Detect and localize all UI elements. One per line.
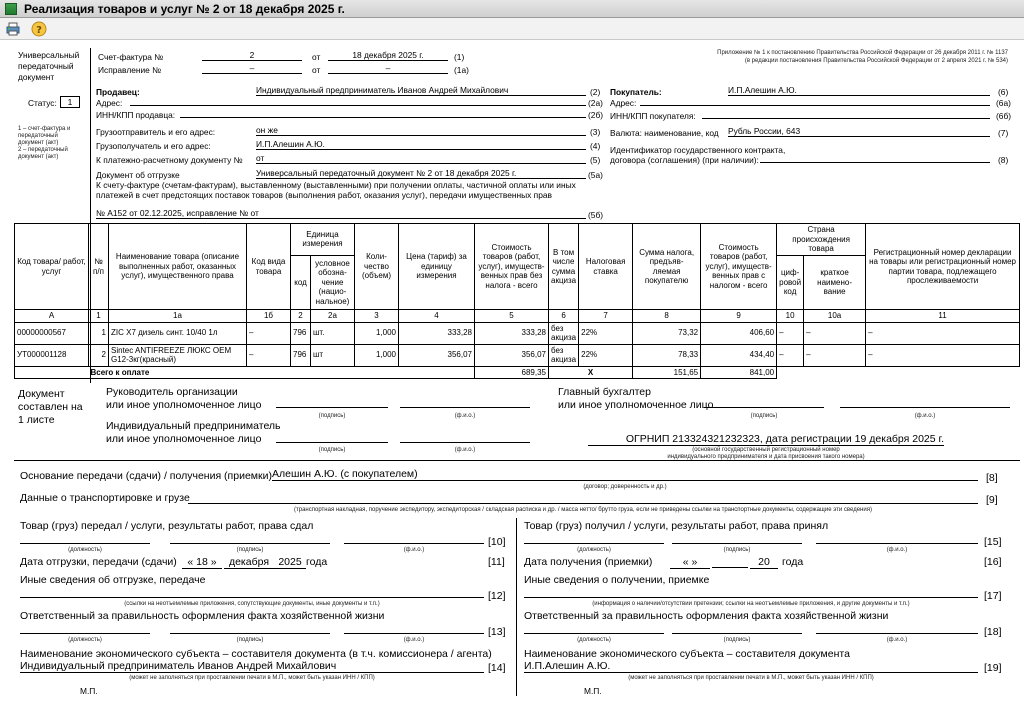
th-qty: Коли- чество (объем) — [355, 224, 399, 310]
resp-fio: (ф.и.о.) — [403, 637, 425, 643]
idx-cell: 4 — [399, 310, 475, 323]
th-name: Наименование товара (описание выполненных работ, оказанных услуг), имущественного права — [109, 224, 247, 310]
th-unit: Единица измерения — [291, 224, 355, 256]
cell-name: Sintec ANTIFREEZE ЛЮКС OEM G12-3кг(красный) — [109, 344, 247, 366]
ip-podpis: (подпись) — [318, 447, 346, 453]
sf-date: 18 декабря 2025 г. — [328, 50, 448, 61]
doc-composed-2: составлен на — [18, 401, 83, 413]
status-note-3: документ (акт) — [18, 140, 59, 146]
idx-cell: 1 — [89, 310, 109, 323]
shipper-label: Грузоотправитель и его адрес: — [96, 127, 216, 137]
cell-num: 2 — [89, 344, 109, 366]
left-sign-line — [170, 532, 330, 544]
ip-sign-line — [276, 431, 388, 443]
consignee-code: (4) — [590, 141, 601, 151]
head-podpis: (подпись) — [318, 413, 346, 419]
cell-qty: 1,000 — [355, 322, 399, 344]
code-13: [13] — [488, 626, 506, 638]
acc-sign-line — [704, 396, 824, 408]
payment-code: (5) — [590, 155, 601, 165]
resp2-dolzh-line — [524, 622, 664, 634]
acc-podpis: (подпись) — [750, 413, 778, 419]
ogrnip: ОГРНИП 213324321232323, дата регистрации 19 декабря 2025 г. — [588, 433, 944, 446]
resp-dolzh-line — [20, 622, 150, 634]
recv-date-label: Дата получения (приемки) — [524, 556, 653, 568]
right-podpis: (подпись) — [723, 547, 751, 553]
code-12: [12] — [488, 590, 506, 602]
currency-code: (7) — [998, 128, 1009, 138]
status-label: Статус: — [28, 98, 57, 108]
code-18: [18] — [984, 626, 1002, 638]
ispr-from: от — [312, 65, 321, 75]
th-country: Страна происхождения товара — [777, 224, 866, 256]
ispr-label: Исправление № — [98, 65, 162, 75]
seller-code: (2) — [590, 87, 601, 97]
document-icon — [5, 3, 17, 15]
buyer-addr-line — [640, 96, 990, 106]
consignee-label: Грузополучатель и его адрес: — [96, 141, 211, 151]
help-button[interactable] — [30, 20, 48, 38]
window-title: Реализация товаров и услуг № 2 от 18 декабря 2025 г. — [24, 2, 345, 16]
right-fio: (ф.и.о.) — [886, 547, 908, 553]
resp-sign-line — [170, 622, 330, 634]
doc-type-3: документ — [18, 72, 55, 82]
cell-num: 1 — [89, 322, 109, 344]
head-fio: (ф.и.о.) — [454, 413, 476, 419]
th-kind: Код вида товара — [247, 224, 291, 310]
resp2-dolzh: (должность) — [577, 637, 611, 643]
th-price: Цена (тариф) за единицу измерения — [399, 224, 475, 310]
appendix: Приложение № 1 к постановлению Правительства Российской Федерации от 26 декабря 2011 г. № 1137 — [717, 50, 1008, 56]
table-row — [15, 344, 1020, 366]
head-sign-line — [276, 396, 388, 408]
seller-inn-label: ИНН/КПП продавца: — [96, 110, 176, 120]
cell-price: 333,28 — [399, 322, 475, 344]
entity2-note: (может не заполняться при проставлении печати в М.П., может быть указан ИНН / КПП) — [628, 675, 874, 681]
idx-cell: 2 — [291, 310, 311, 323]
contract-line — [760, 153, 990, 163]
ispr-code: (1а) — [454, 65, 469, 75]
cell-country-code: – — [777, 344, 804, 366]
cell-unit-code: 796 — [291, 344, 311, 366]
ship-date-label: Дата отгрузки, передачи (сдачи) — [20, 556, 177, 568]
idx-cell: 1б — [247, 310, 291, 323]
th-unit-code: код — [291, 255, 311, 310]
th-total: Стоимость товаров (работ, услуг), имуществ- венных прав с налогом - всего — [701, 224, 777, 310]
status-value: 1 — [60, 96, 80, 108]
total-x: Х — [549, 366, 633, 379]
left-podpis: (подпись) — [236, 547, 264, 553]
resp-dolzh: (должность) — [68, 637, 102, 643]
seller-addr-line — [130, 96, 586, 106]
goods-table — [14, 223, 1020, 379]
recv-year-suffix: года — [782, 556, 804, 568]
ip-fio-line — [400, 431, 530, 443]
cell-sum: 356,07 — [475, 344, 549, 366]
seller-inn-line — [180, 108, 586, 118]
sf-code: (1) — [454, 52, 465, 62]
seller-inn-code: (2б) — [588, 110, 604, 120]
cell-excise: без акциза — [549, 344, 579, 366]
code-14: [14] — [488, 662, 506, 674]
idx-cell: А — [15, 310, 89, 323]
ship-year: 2025 — [274, 556, 306, 569]
cell-total: 406,60 — [701, 322, 777, 344]
seller-addr-code: (2а) — [588, 98, 603, 108]
recv-day: « » — [670, 556, 710, 569]
consignee-value: И.П.Алешин А.Ю. — [256, 139, 586, 150]
buyer-inn-code: (6б) — [996, 111, 1012, 121]
ip-label-2: или иное уполномоченное лицо — [106, 433, 262, 445]
svg-text:?: ? — [36, 25, 42, 36]
invoice-text-1: К счету-фактуре (счетам-фактурам), выставленному (выставленными) при получении оплаты, частичной оплаты или иных — [96, 180, 576, 190]
other-recv-label: Иные сведения о получении, приемке — [524, 574, 710, 586]
basis-value: Алешин А.Ю. (с покупателем) — [272, 468, 978, 481]
recv-year: 20 — [750, 556, 778, 569]
resp-label: Ответственный за правильность оформления факта хозяйственной жизни — [20, 610, 385, 622]
cell-qty: 1,000 — [355, 344, 399, 366]
appendix-2: (в редакции постановления Правительства Российской Федерации от 2 апреля 2021 г. № 534) — [744, 58, 1008, 64]
doc-type-1: Универсальный — [18, 50, 80, 60]
th-unit-name: условное обозна- чение (нацио- нальное) — [311, 255, 355, 310]
other-ship-label: Иные сведения об отгрузке, передаче — [20, 574, 206, 586]
cell-country-code: – — [777, 322, 804, 344]
th-country-code: циф- ровой код — [777, 255, 804, 310]
ispr-num: – — [202, 63, 302, 74]
left-fio: (ф.и.о.) — [403, 547, 425, 553]
ogrnip-note-2: индивидуального предпринимателя и дата присвоения такого номера) — [667, 454, 865, 460]
ogrnip-note-1: (основной государственный регистрационный номер — [692, 447, 840, 453]
acc-fio-line — [840, 396, 1010, 408]
contract-label-1: Идентификатор государственного контракта, — [610, 145, 786, 155]
seller-label: Продавец: — [96, 87, 140, 97]
section-divider — [14, 460, 1020, 461]
mp-left: М.П. — [80, 686, 98, 696]
currency-value: Рубль России, 643 — [728, 126, 990, 137]
left-dolzh-line — [20, 532, 150, 544]
cell-rate: 22% — [579, 322, 633, 344]
cell-excise: без акциза — [549, 322, 579, 344]
th-num: № п/п — [89, 224, 109, 310]
ship-day: « 18 » — [182, 556, 222, 569]
recv-month-line — [712, 556, 748, 568]
code-19: [19] — [984, 662, 1002, 674]
cell-country-name: – — [804, 344, 866, 366]
resp2-fio: (ф.и.о.) — [886, 637, 908, 643]
idx-cell: 11 — [866, 310, 1020, 323]
idx-cell: 7 — [579, 310, 633, 323]
other-ship-note: (ссылки на неотъемлемые приложения, сопутствующие документы, иные документы и т.п.) — [124, 601, 380, 607]
printer-icon — [5, 21, 21, 37]
ispr-date: – — [328, 63, 448, 74]
resp2-fio-line — [816, 622, 978, 634]
idx-cell: 10 — [777, 310, 804, 323]
idx-cell: 8 — [633, 310, 701, 323]
basis-note: (договор; доверенность и др.) — [583, 484, 667, 490]
status-note-4: 2 – передаточный — [18, 147, 68, 153]
cell-total: 434,40 — [701, 344, 777, 366]
invoice-code: (5б) — [588, 210, 604, 220]
total-sum: 689,35 — [475, 366, 549, 379]
cell-unit-name: шт — [311, 344, 355, 366]
cell-tax: 73,32 — [633, 322, 701, 344]
acc-fio: (ф.и.о.) — [914, 413, 936, 419]
cell-kind: – — [247, 344, 291, 366]
th-tax: Сумма налога, предъяв- ляемая покупателю — [633, 224, 701, 310]
cell-code: 00000000567 — [15, 322, 89, 344]
cell-rate: 22% — [579, 344, 633, 366]
contract-label-2: договора (соглашения) (при наличии): — [610, 155, 759, 165]
total-tax: 151,65 — [633, 366, 701, 379]
cell-decl: – — [866, 322, 1020, 344]
basis-label: Основание передачи (сдачи) / получения (приемки) — [20, 470, 272, 482]
shipdoc-value: Универсальный передаточный документ № 2 от 18 декабря 2025 г. — [256, 168, 586, 179]
code-15: [15] — [984, 536, 1002, 548]
doc-type-2: передаточный — [18, 61, 74, 71]
shipdoc-code: (5а) — [588, 170, 603, 180]
cell-kind: – — [247, 322, 291, 344]
payment-label: К платежно-расчетному документу № — [96, 155, 243, 165]
idx-cell: 3 — [355, 310, 399, 323]
right-sign-line — [672, 532, 802, 544]
th-excise: В том числе сумма акциза — [549, 224, 579, 310]
entity-label: Наименование экономического субъекта – составителя документа (в т.ч. комиссионера / агента) — [20, 648, 492, 660]
seller-value: Индивидуальный предприниматель Иванов Андрей Михайлович — [256, 85, 586, 96]
right-dolzh-line — [524, 532, 664, 544]
currency-label: Валюта: наименование, код — [610, 128, 719, 138]
upd-document — [10, 44, 1022, 704]
head-label-2: или иное уполномоченное лицо — [106, 399, 262, 411]
buyer-label: Покупатель: — [610, 87, 662, 97]
cell-code: УТ000001128 — [15, 344, 89, 366]
resp-fio-line — [344, 622, 484, 634]
buyer-code: (6) — [998, 87, 1009, 97]
resp2-podpis: (подпись) — [723, 637, 751, 643]
acc-label-2: или иное уполномоченное лицо — [558, 399, 714, 411]
mp-right: М.П. — [584, 686, 602, 696]
right-title: Товар (груз) получил / услуги, результаты работ, права принял — [524, 520, 829, 532]
ip-label-1: Индивидуальный предприниматель — [106, 420, 281, 432]
toolbar — [0, 18, 1024, 40]
other-recv-line — [524, 586, 978, 598]
cell-name: ZIC X7 дизель синт. 10/40 1л — [109, 322, 247, 344]
cell-unit-code: 796 — [291, 322, 311, 344]
idx-cell: 6 — [549, 310, 579, 323]
other-recv-note: (информация о наличии/отсутствии претензии; ссылки на неотъемлемые приложения, и другие документы и т.п.) — [592, 601, 910, 607]
head-label-1: Руководитель организации — [106, 386, 238, 398]
entity2-value: И.П.Алешин А.Ю. — [524, 660, 978, 673]
resp2-sign-line — [672, 622, 802, 634]
transport-label: Данные о транспортировке и грузе — [20, 492, 190, 504]
cell-decl: – — [866, 344, 1020, 366]
left-dolzh: (должность) — [68, 547, 102, 553]
status-note-2: передаточный — [18, 133, 58, 139]
th-code: Код товара/ работ, услуг — [15, 224, 89, 310]
cell-sum: 333,28 — [475, 322, 549, 344]
left-fio-line — [344, 532, 484, 544]
transport-code: [9] — [986, 494, 998, 506]
resp2-label: Ответственный за правильность оформления факта хозяйственной жизни — [524, 610, 889, 622]
idx-cell: 2а — [311, 310, 355, 323]
doc-composed-1: Документ — [18, 388, 65, 400]
cell-price: 356,07 — [399, 344, 475, 366]
buyer-inn-label: ИНН/КПП покупателя: — [610, 111, 696, 121]
bottom-divider — [516, 518, 517, 696]
idx-cell: 10а — [804, 310, 866, 323]
other-ship-line — [20, 586, 484, 598]
th-country-name: краткое наимено- вание — [804, 255, 866, 310]
ship-year-suffix: года — [306, 556, 328, 568]
code-11: [11] — [488, 556, 505, 568]
invoice-value: № А152 от 02.12.2025, исправление № от — [96, 208, 586, 219]
code-17: [17] — [984, 590, 1002, 602]
cell-tax: 78,33 — [633, 344, 701, 366]
total-row — [15, 366, 1020, 379]
th-sum: Стоимость товаров (работ, услуг), имуществ- венных прав без налога - всего — [475, 224, 549, 310]
status-note-5: документ (акт) — [18, 154, 59, 160]
resp-podpis: (подпись) — [236, 637, 264, 643]
th-decl: Регистрационный номер декларации на товары или регистрационный номер партии товара, подлежащего прослеживаемости — [866, 224, 1020, 310]
ip-fio: (ф.и.о.) — [454, 447, 476, 453]
doc-composed-3: 1 листе — [18, 414, 55, 426]
shipper-code: (3) — [590, 127, 601, 137]
buyer-addr-code: (6а) — [996, 98, 1011, 108]
entity2-label: Наименование экономического субъекта – составителя документа — [524, 648, 850, 660]
contract-code: (8) — [998, 155, 1009, 165]
transport-note: (транспортная накладная, поручение экспедитору, экспедиторская / складская расписка и др. / масса нетто/ брутто груза, если не приведены ссылки на транспортные документы, содержащие эти сведения) — [294, 507, 872, 513]
cell-unit-name: шт. — [311, 322, 355, 344]
code-10: [10] — [488, 536, 506, 548]
sf-num: 2 — [202, 50, 302, 61]
idx-cell: 1а — [109, 310, 247, 323]
shipdoc-label: Документ об отгрузке — [96, 170, 180, 180]
total-label: Всего к оплате — [89, 366, 475, 379]
sf-label: Счет-фактура № — [98, 52, 164, 62]
left-title: Товар (груз) передал / услуги, результаты работ, права сдал — [20, 520, 314, 532]
help-icon — [31, 21, 47, 37]
shipper-value: он же — [256, 125, 586, 136]
head-fio-line — [400, 396, 530, 408]
acc-label-1: Главный бухгалтер — [558, 386, 651, 398]
total-total: 841,00 — [701, 366, 777, 379]
code-16: [16] — [984, 556, 1002, 568]
sf-from: от — [312, 52, 321, 62]
invoice-text-2: платежей в счет предстоящих поставок товаров (выполнения работ, оказания услуг), передачи имущественных прав — [96, 190, 552, 200]
status-note-1: 1 – счет-фактура и — [18, 126, 71, 132]
transport-line — [188, 492, 978, 504]
window-titlebar — [0, 0, 1024, 18]
ship-month: декабря — [224, 556, 274, 569]
entity-value: Индивидуальный предприниматель Иванов Андрей Михайлович — [20, 660, 484, 673]
right-fio-line — [816, 532, 978, 544]
buyer-addr-label: Адрес: — [610, 98, 637, 108]
basis-code: [8] — [986, 472, 998, 484]
entity-note: (может не заполняться при проставлении печати в М.П., может быть указан ИНН / КПП) — [129, 675, 375, 681]
seller-addr-label: Адрес: — [96, 98, 123, 108]
payment-value: от — [256, 153, 586, 164]
buyer-value: И.П.Алешин А.Ю. — [728, 85, 990, 96]
table-row — [15, 322, 1020, 344]
cell-country-name: – — [804, 322, 866, 344]
idx-cell: 9 — [701, 310, 777, 323]
index-row — [15, 310, 1020, 323]
right-dolzh: (должность) — [577, 547, 611, 553]
print-button[interactable] — [4, 20, 22, 38]
th-rate: Налоговая ставка — [579, 224, 633, 310]
buyer-inn-line — [702, 109, 990, 119]
idx-cell: 5 — [475, 310, 549, 323]
